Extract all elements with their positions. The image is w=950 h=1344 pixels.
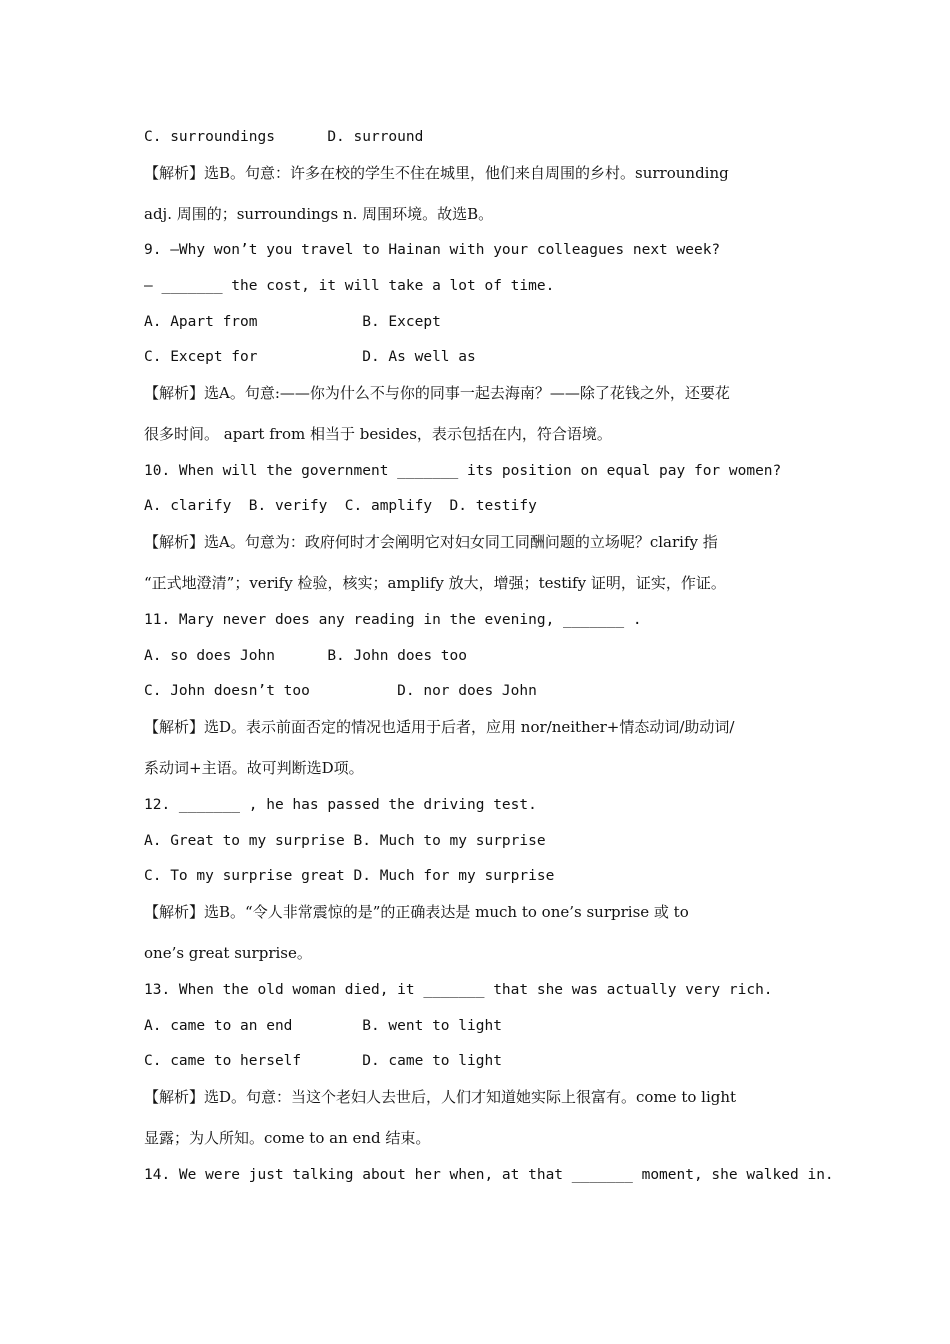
answer-analysis: adj. 周围的；surroundings n. 周围环境。故选B。	[144, 205, 494, 223]
question-line: 13. When the old woman died, it _______ that she was actually very rich.	[144, 982, 773, 998]
answer-analysis: 显露；为人所知。come to an end 结束。	[144, 1129, 431, 1147]
answer-analysis: 【解析】选B。句意：许多在校的学生不住在城里，他们来自周围的乡村。surrounding	[144, 164, 729, 182]
answer-analysis: 系动词+主语。故可判断选D项。	[144, 759, 364, 777]
option-line: C. came to herself D. came to light	[144, 1053, 502, 1069]
option-line: C. surroundings D. surround	[144, 129, 424, 145]
question-line: 10. When will the government _______ its position on equal pay for women?	[144, 463, 782, 479]
option-line: C. To my surprise great D. Much for my surprise	[144, 868, 555, 884]
option-line: A. Apart from B. Except	[144, 314, 441, 330]
question-line: — _______ the cost, it will take a lot of time.	[144, 278, 555, 294]
option-line: A. clarify B. verify C. amplify D. testify	[144, 498, 537, 514]
question-line: 12. _______ , he has passed the driving test.	[144, 797, 537, 813]
question-line: 11. Mary never does any reading in the evening, _______ .	[144, 612, 642, 628]
option-line: A. came to an end B. went to light	[144, 1018, 502, 1034]
question-line: 14. We were just talking about her when, at that _______ moment, she walked in.	[144, 1167, 834, 1183]
answer-analysis: 很多时间。 apart from 相当于 besides，表示包括在内，符合语境。	[144, 425, 612, 443]
option-line: C. Except for D. As well as	[144, 349, 476, 365]
answer-analysis: “正式地澄清”；verify 检验，核实；amplify 放大，增强；testify 证明，证实，作证。	[144, 574, 726, 592]
option-line: A. Great to my surprise B. Much to my surprise	[144, 833, 546, 849]
option-line: C. John doesn’t too D. nor does John	[144, 683, 537, 699]
option-line: A. so does John B. John does too	[144, 648, 468, 664]
answer-analysis: 【解析】选A。句意为：政府何时才会阐明它对妇女同工同酬问题的立场呢？clarify 指	[144, 533, 718, 551]
answer-analysis: 【解析】选B。“令人非常震惊的是”的正确表达是 much to one’s surprise 或 to	[144, 903, 689, 921]
question-line: 9. —Why won’t you travel to Hainan with your colleagues next week?	[144, 242, 721, 258]
answer-analysis: one’s great surprise。	[144, 944, 312, 962]
answer-analysis: 【解析】选D。表示前面否定的情况也适用于后者，应用 nor/neither+情态动词/助动词/	[144, 718, 735, 736]
answer-analysis: 【解析】选A。句意:——你为什么不与你的同事一起去海南？——除了花钱之外，还要花	[144, 384, 730, 402]
answer-analysis: 【解析】选D。句意：当这个老妇人去世后，人们才知道她实际上很富有。come to light	[144, 1088, 737, 1106]
